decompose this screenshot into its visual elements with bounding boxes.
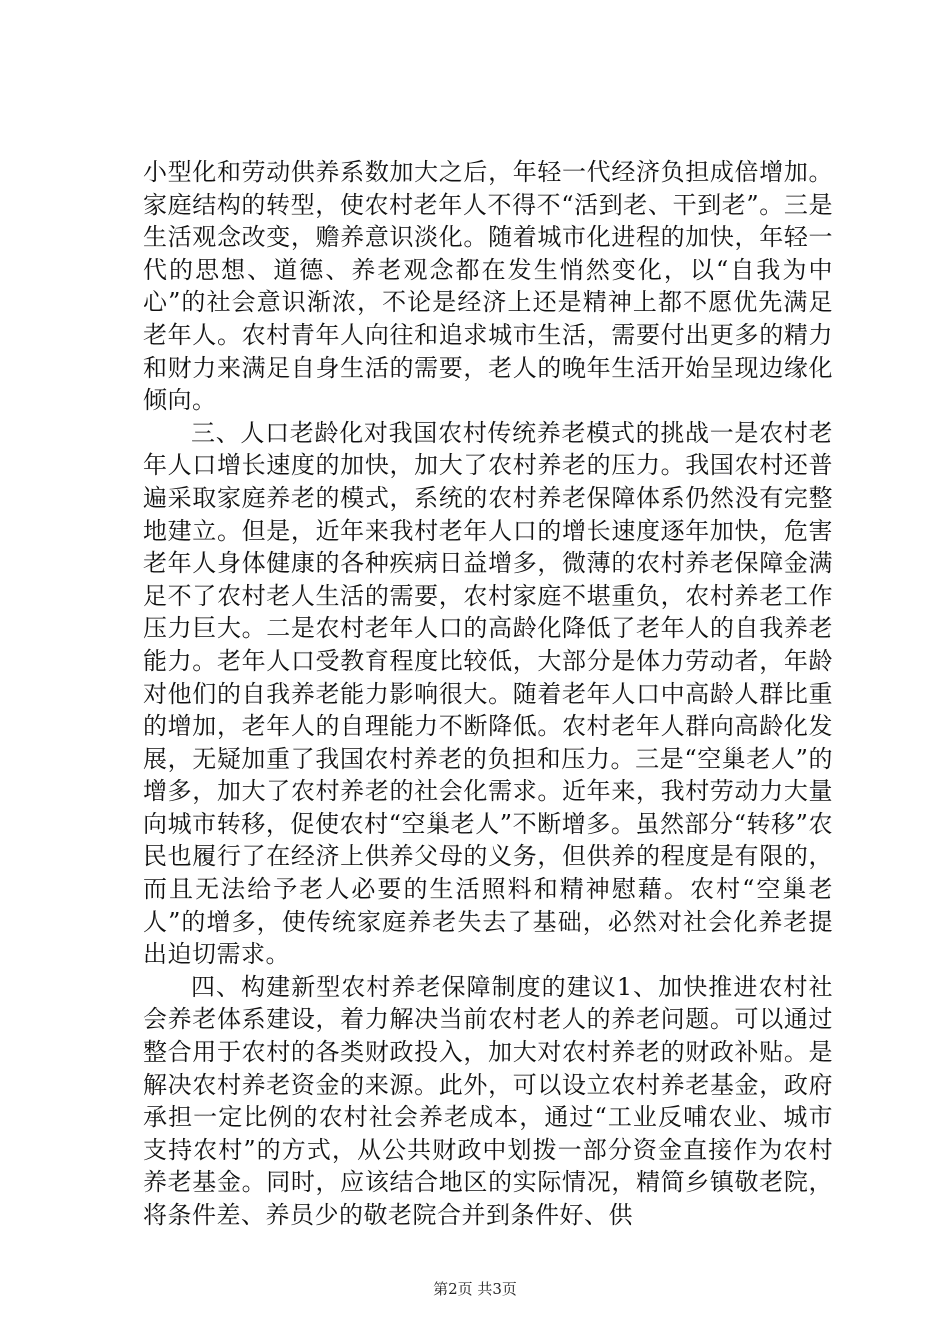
paragraph-2: 三、人口老龄化对我国农村传统养老模式的挑战一是农村老年人口增长速度的加快，加大了农村养老的压力。我国农村还普遍采取家庭养老的模式，系统的农村养老保障体系仍然没有完整地建立。但是，近年来我村老年人口的增长速度逐年加快，危害老年人身体健康的各种疾病日益增多，微薄的农村养老保障金满足不了农村老人生活的需要，农村家庭不堪重负，农村养老工作压力巨大。二是农村老年人口的高龄化降低了老年人的自我养老能力。老年人口受教育程度比较低，大部分是体力劳动者，年龄对他们的自我养老能力影响很大。随着老年人口中高龄人群比重的增加，老年人的自理能力不断降低。农村老年人群向高龄化发展，无疑加重了我国农村养老的负担和压力。三是“空巢老人”的增多，加大了农村养老的社会化需求。近年来，我村劳动力大量向城市转移，促使农村“空巢老人”不断增多。虽然部分“转移”农民也履行了在经济上供养父母的义务，但供养的程度是有限的，而且无法给予老人必要的生活照料和精神慰藉。农村“空巢老人”的增多，使传统家庭养老失去了基础，必然对社会化养老提出迫切需求。 [143,418,833,969]
page-number-footer: 第2页 共3页 [433,1280,517,1298]
document-body [143,156,833,1232]
paragraph-3: 四、构建新型农村养老保障制度的建议1、加快推进农村社会养老体系建设，着力解决当前农村老人的养老问题。可以通过整合用于农村的各类财政投入，加大对农村养老的财政补贴。是解决农村养老资金的来源。此外，可以设立农村养老基金，政府承担一定比例的农村社会养老成本，通过“工业反哺农业、城市支持农村”的方式，从公共财政中划拨一部分资金直接作为农村养老基金。同时，应该结合地区的实际情况，精简乡镇敬老院，将条件差、养员少的敬老院合并到条件好、供 [143,972,833,1229]
paragraph-1: 小型化和劳动供养系数加大之后，年轻一代经济负担成倍增加。家庭结构的转型，使农村老年人不得不“活到老、干到老”。三是生活观念改变，赡养意识淡化。随着城市化进程的加快，年轻一代的思想、道德、养老观念都在发生悄然变化，以“自我为中心”的社会意识渐浓，不论是经济上还是精神上都不愿优先满足老年人。农村青年人向往和追求城市生活，需要付出更多的精力和财力来满足自身生活的需要，老人的晚年生活开始呈现边缘化倾向。 [143,158,833,415]
